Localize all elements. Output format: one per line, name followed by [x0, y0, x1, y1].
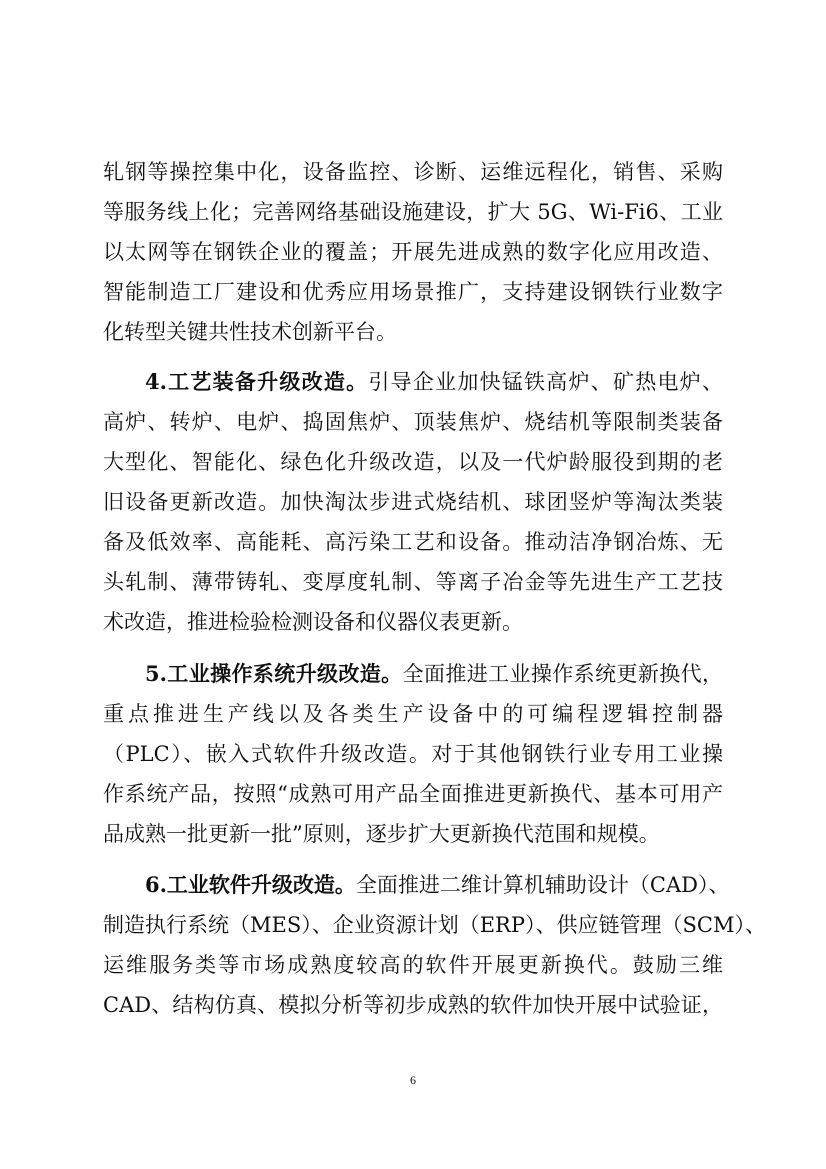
- body-line: 化转型关键共性技术创新平台。: [103, 320, 397, 344]
- page-number: 6: [410, 1073, 416, 1087]
- body-line: 备及低效率、高能耗、高污染工艺和设备。推动洁净钢冶炼、无: [103, 530, 723, 554]
- section-6-first-line-text: 全面推进二维计算机辅助设计（CAD）、: [355, 873, 730, 897]
- body-line: 轧钢等操控集中化，设备监控、诊断、运维远程化，销售、采购: [103, 160, 723, 184]
- body-line: 品成熟一批更新一批”原则，逐步扩大更新换代范围和规模。: [103, 822, 660, 846]
- body-line: 制造执行系统（MES）、企业资源计划（ERP）、供应链管理（SCM）、: [103, 913, 766, 937]
- section-4-first-line: [145, 362, 723, 402]
- section-6-first-line: [145, 865, 730, 905]
- section-4-heading: 4.工艺装备升级改造。: [145, 369, 369, 394]
- body-line: 旧设备更新改造。加快淘汰步进式烧结机、球团竖炉等淘汰类装: [103, 490, 723, 514]
- body-line: 作系统产品，按照“成熟可用产品全面推进更新换代、基本可用产: [103, 782, 723, 806]
- body-line: CAD、结构仿真、模拟分析等初步成熟的软件加快开展中试验证，: [103, 993, 723, 1017]
- body-line: 术改造，推进检验检测设备和仪器仪表更新。: [103, 610, 523, 634]
- body-line: 重点推进生产线以及各类生产设备中的可编程逻辑控制器: [103, 702, 723, 726]
- body-line: 智能制造工厂建设和优秀应用场景推广，支持建设钢铁行业数字: [103, 280, 723, 304]
- section-4-first-line-text: 引导企业加快锰铁高炉、矿热电炉、: [368, 370, 723, 394]
- body-line: 运维服务类等市场成熟度较高的软件开展更新换代。鼓励三维: [103, 953, 723, 977]
- body-line: （PLC）、嵌入式软件升级改造。对于其他钢铁行业专用工业操: [103, 742, 723, 766]
- section-6-heading: 6.工业软件升级改造。: [145, 872, 356, 897]
- body-line: 高炉、转炉、电炉、捣固焦炉、顶装焦炉、烧结机等限制类装备: [103, 410, 723, 434]
- section-5-first-line: [145, 654, 723, 694]
- section-5-heading: 5.工业操作系统升级改造。: [145, 661, 403, 686]
- body-line: 头轧制、薄带铸轧、变厚度轧制、等离子冶金等先进生产工艺技: [103, 570, 723, 594]
- section-5-first-line-text: 全面推进工业操作系统更新换代，: [402, 662, 724, 686]
- body-line: 等服务线上化；完善网络基础设施建设，扩大 5G、Wi-Fi6、工业: [103, 200, 723, 224]
- body-line: 以太网等在钢铁企业的覆盖；开展先进成熟的数字化应用改造、: [103, 240, 723, 264]
- body-line: 大型化、智能化、绿色化升级改造，以及一代炉龄服役到期的老: [103, 450, 723, 474]
